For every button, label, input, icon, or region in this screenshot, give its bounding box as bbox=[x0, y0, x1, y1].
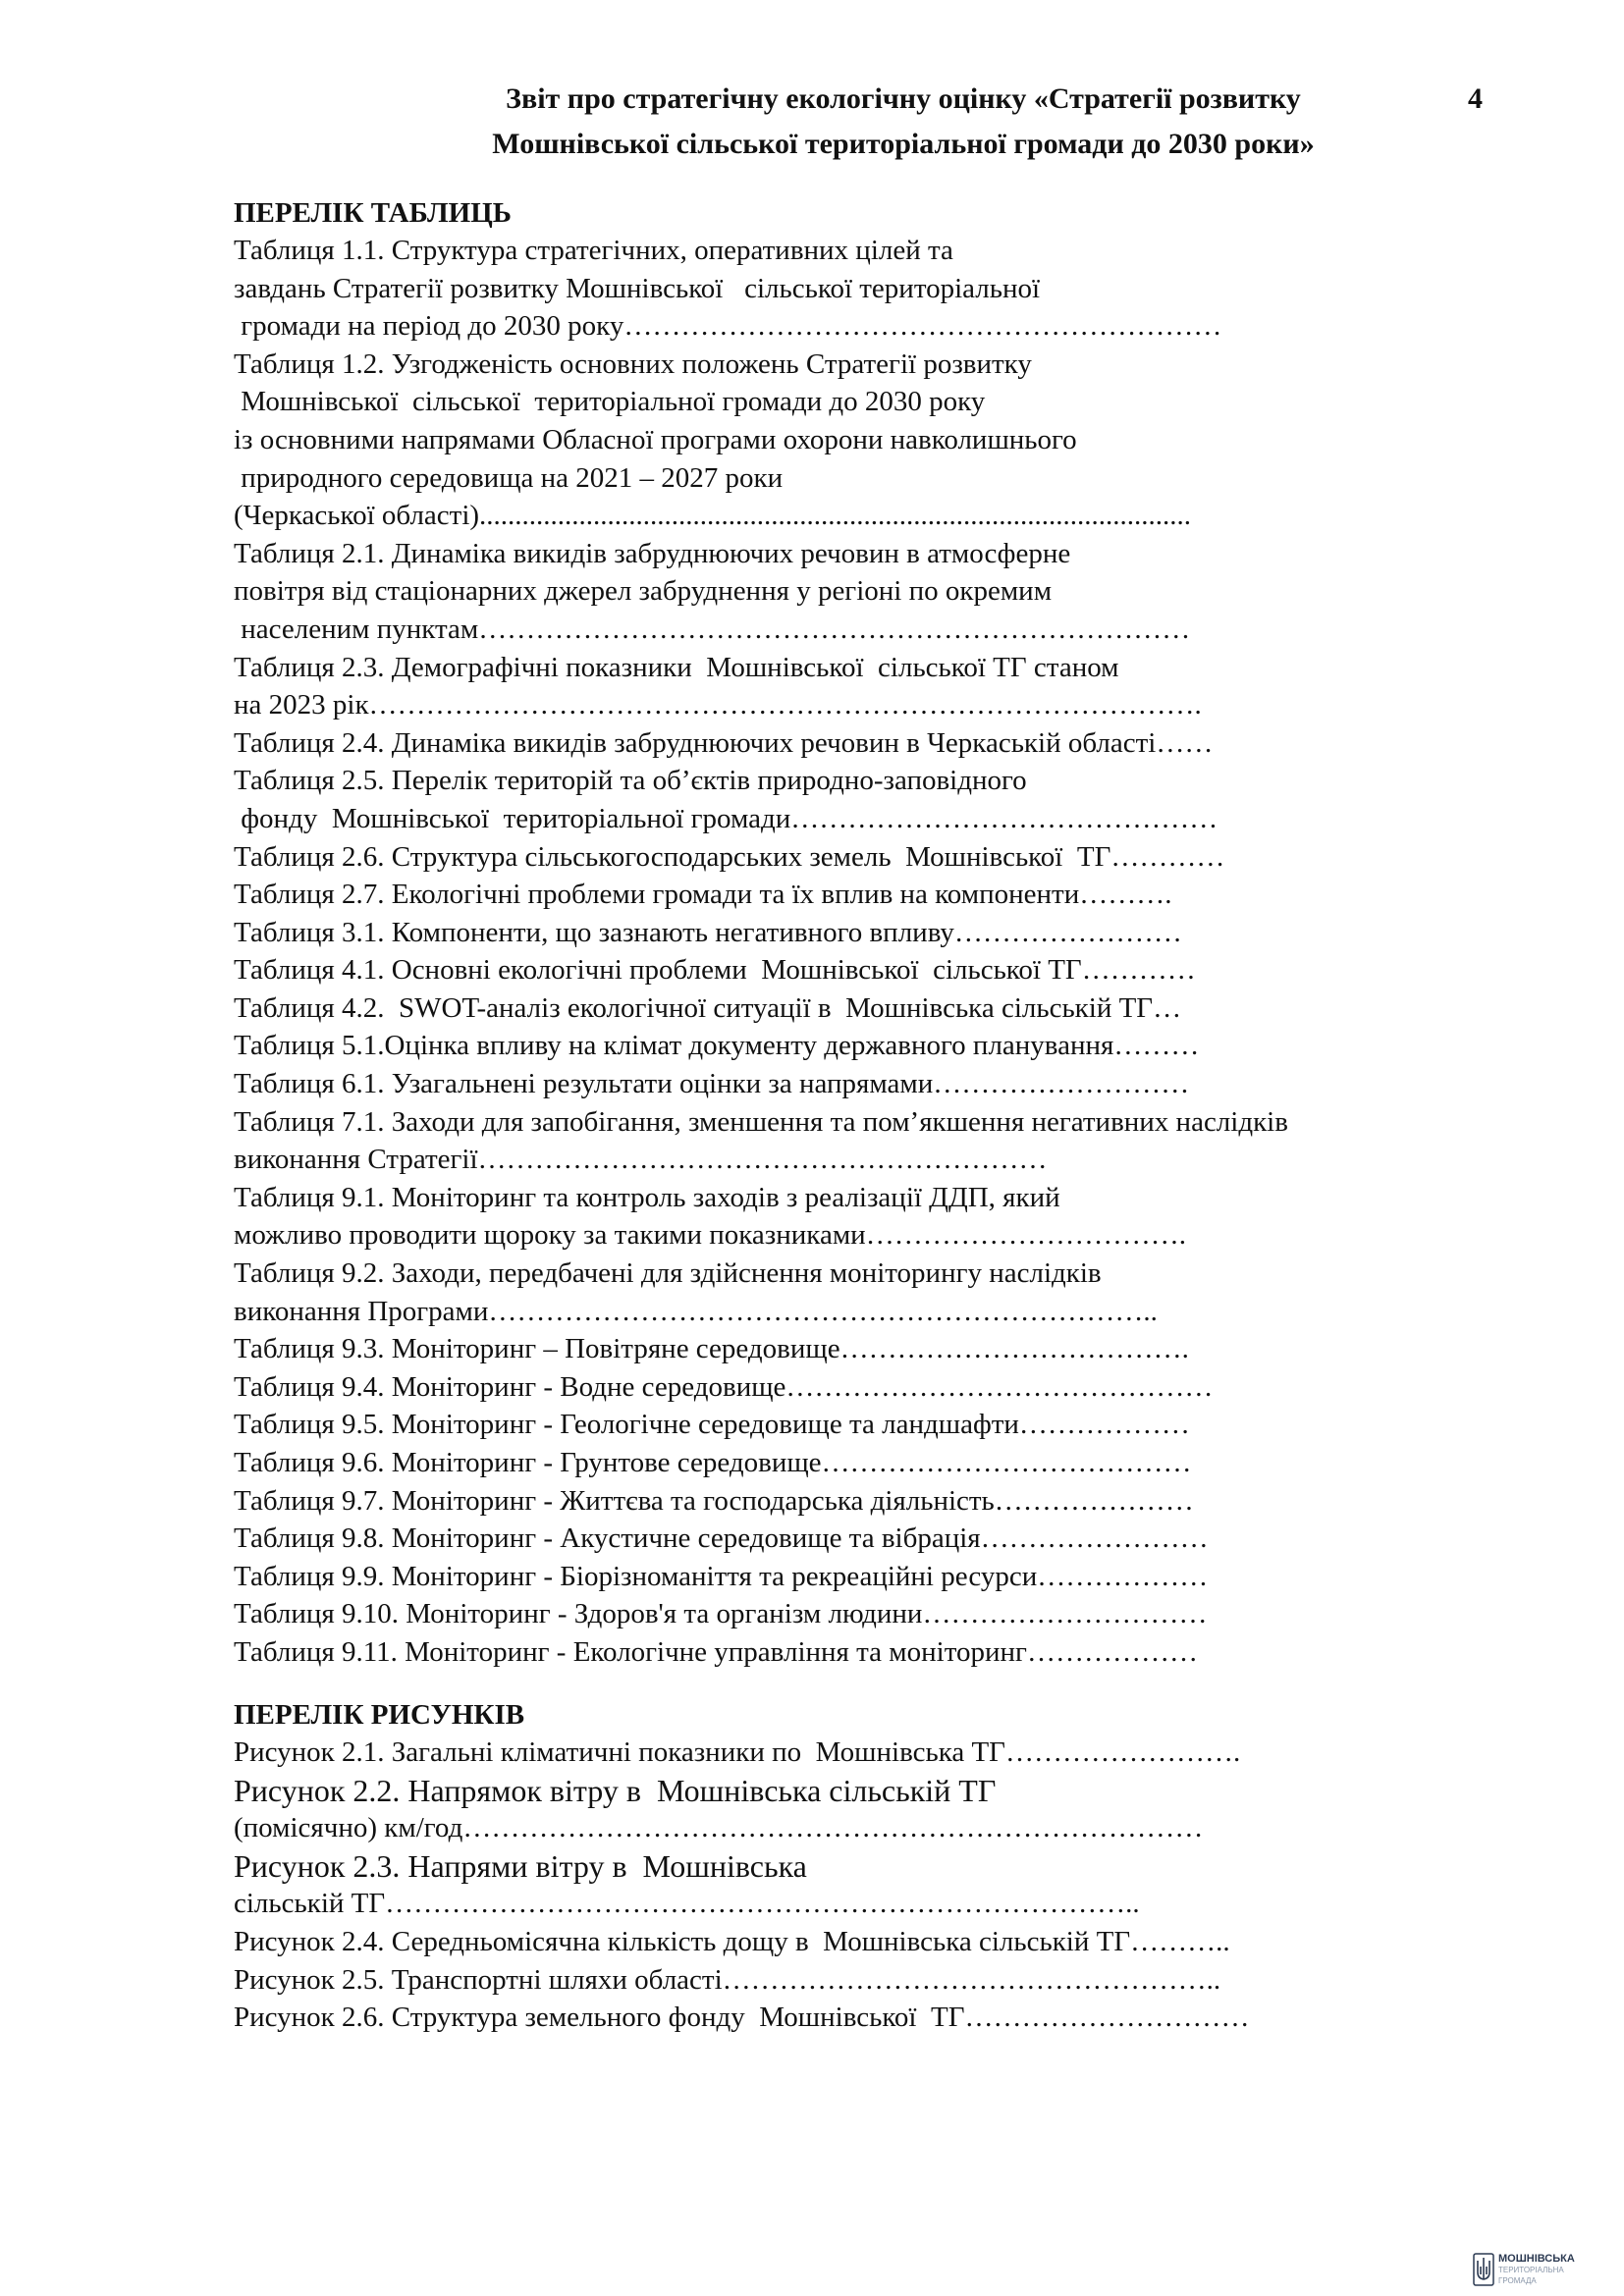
table-list-item: (Черкаської області).................................................................................................... bbox=[234, 500, 1192, 532]
list-of-tables bbox=[234, 194, 1510, 1672]
figure-list-item: (помісячно) км/год…………………………………………………………………… bbox=[234, 1812, 1204, 1844]
document-header bbox=[412, 77, 1394, 167]
table-list-item: виконання Стратегії…………………………………………………… bbox=[234, 1144, 1048, 1176]
header-line-1: Звіт про стратегічну екологічну оцінку «Стратегії розвитку bbox=[506, 82, 1301, 115]
table-list-item: Таблиця 9.8. Моніторинг - Акустичне середовище та вібрація…………………… bbox=[234, 1522, 1209, 1555]
table-list-item: із основними напрямами Обласної програми охорони навколишнього bbox=[234, 423, 1077, 455]
table-list-item: Таблиця 9.6. Моніторинг - Грунтове середовище………………………………… bbox=[234, 1447, 1192, 1478]
header-line-2: Мошнівської сільської територіальної громади до 2030 роки» bbox=[492, 128, 1315, 160]
figure-list-item: Рисунок 2.3. Напрями вітру в Мошнівська bbox=[234, 1847, 807, 1884]
logo-line-1: МОШНІВСЬКА bbox=[1498, 2252, 1575, 2265]
table-list-item: Таблиця 9.9. Моніторинг - Біорізноманіття та рекреаційні ресурси……………… bbox=[234, 1560, 1209, 1592]
figures-list bbox=[234, 1734, 1510, 2037]
table-list-item: Таблиця 2.6. Структура сільськогосподарських земель Мошнівської ТГ………… bbox=[234, 840, 1225, 873]
table-list-item: повітря від стаціонарних джерел забруднення у регіоні по окремим bbox=[234, 575, 1053, 608]
page-number: 4 bbox=[1468, 82, 1483, 115]
figure-list-item: сільській ТГ…………………………………………………………………….. bbox=[234, 1888, 1140, 1920]
figure-list-item: Рисунок 2.1. Загальні кліматичні показники по Мошнівська ТГ……………………. bbox=[234, 1736, 1241, 1768]
table-list-item: Таблиця 9.5. Моніторинг - Геологічне середовище та ландшафти……………… bbox=[234, 1409, 1190, 1441]
table-list-item: можливо проводити щороку за такими показниками……………………………. bbox=[234, 1219, 1186, 1252]
list-of-figures bbox=[234, 1696, 1510, 2037]
list-of-figures-title: ПЕРЕЛІК РИСУНКІВ bbox=[234, 1699, 525, 1731]
table-list-item: Таблиця 9.11. Моніторинг - Екологічне управління та моніторинг……………… bbox=[234, 1635, 1198, 1668]
table-list-item: Таблиця 2.1. Динаміка викидів забруднюючих речовин в атмосферне bbox=[234, 537, 1071, 569]
table-list-item: Таблиця 9.4. Моніторинг - Водне середовище……………………………………… bbox=[234, 1370, 1214, 1403]
table-list-item: на 2023 рік……………………………………………………………………………. bbox=[234, 689, 1202, 721]
table-list-item: Таблиця 9.2. Заходи, передбачені для здійснення моніторингу наслідків bbox=[234, 1257, 1102, 1290]
table-list-item: Таблиця 9.3. Моніторинг – Повітряне середовище………………………………. bbox=[234, 1333, 1189, 1365]
logo-line-3: ГРОМАДА bbox=[1498, 2275, 1537, 2285]
logo-line-2: ТЕРИТОРІАЛЬНА bbox=[1498, 2265, 1564, 2274]
table-list-item: Таблиця 4.2. SWOT-аналіз екологічної ситуації в Мошнівська сільській ТГ… bbox=[234, 991, 1182, 1024]
figure-list-item: Рисунок 2.4. Середньомісячна кількість дощу в Мошнівська сільській ТГ……….. bbox=[234, 1925, 1230, 1957]
table-list-item: Таблиця 2.5. Перелік територій та об’єктів природно-заповідного bbox=[234, 765, 1027, 797]
tables-list bbox=[234, 232, 1510, 1672]
table-list-item: Таблиця 1.2. Узгодженість основних положень Стратегії розвитку bbox=[234, 347, 1032, 380]
table-list-item: Таблиця 4.1. Основні екологічні проблеми Мошнівської сільської ТГ………… bbox=[234, 954, 1196, 987]
community-logo bbox=[1473, 2248, 1620, 2291]
figure-list-item: Рисунок 2.5. Транспортні шляхи області…………………………………………….. bbox=[234, 1963, 1221, 1996]
figure-list-item: Рисунок 2.6. Структура земельного фонду Мошнівської ТГ………………………… bbox=[234, 2002, 1250, 2034]
figure-list-item: Рисунок 2.2. Напрямок вітру в Мошнівська сільській ТГ bbox=[234, 1772, 997, 1808]
table-list-item: Таблиця 7.1. Заходи для запобігання, зменшення та пом’якшення негативних наслідків bbox=[234, 1105, 1288, 1138]
table-list-item: завдань Стратегії розвитку Мошнівської сільської територіальної bbox=[234, 272, 1041, 304]
table-list-item: Таблиця 2.4. Динаміка викидів забруднюючих речовин в Черкаській області…… bbox=[234, 726, 1214, 759]
table-list-item: Таблиця 9.1. Моніторинг та контроль заходів з реалізації ДДП, який bbox=[234, 1181, 1060, 1213]
table-list-item: населеним пунктам………………………………………………………………… bbox=[234, 613, 1191, 645]
table-list-item: Таблиця 5.1.Оцінка впливу на клімат документу державного планування……… bbox=[234, 1030, 1200, 1062]
table-list-item: Таблиця 6.1. Узагальнені результати оцінки за напрямами……………………… bbox=[234, 1068, 1190, 1100]
trident-emblem-icon bbox=[1473, 2253, 1494, 2286]
table-list-item: Таблиця 2.7. Екологічні проблеми громади та їх вплив на компоненти………. bbox=[234, 879, 1172, 911]
table-list-item: Таблиця 3.1. Компоненти, що зазнають негативного впливу…………………… bbox=[234, 916, 1182, 948]
table-list-item: Таблиця 1.1. Структура стратегічних, оперативних цілей та bbox=[234, 235, 953, 266]
table-list-item: Мошнівської сільської територіальної громади до 2030 року bbox=[234, 386, 986, 418]
table-list-item: Таблиця 2.3. Демографічні показники Мошнівської сільської ТГ станом bbox=[234, 651, 1119, 683]
table-list-item: виконання Програми…………………………………………………………….. bbox=[234, 1295, 1158, 1327]
table-list-item: Таблиця 9.7. Моніторинг - Життєва та господарська діяльність………………… bbox=[234, 1484, 1194, 1517]
table-list-item: громади на період до 2030 року……………………………………………………… bbox=[234, 310, 1222, 343]
table-list-item: природного середовища на 2021 – 2027 роки bbox=[234, 461, 784, 494]
table-list-item: фонду Мошнівської територіальної громади……………………………………… bbox=[234, 802, 1218, 834]
list-of-tables-title: ПЕРЕЛІК ТАБЛИЦЬ bbox=[234, 197, 512, 229]
table-list-item: Таблиця 9.10. Моніторинг - Здоров'я та організм людини………………………… bbox=[234, 1598, 1208, 1630]
